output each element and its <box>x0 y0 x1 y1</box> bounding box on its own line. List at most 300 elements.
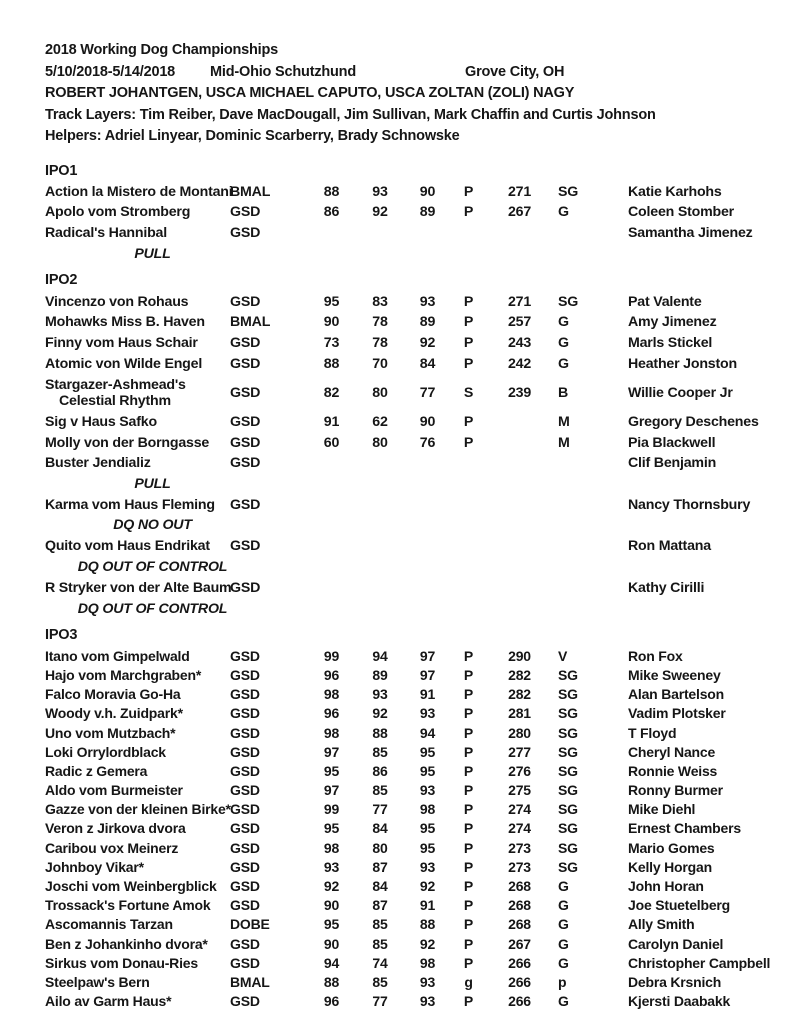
rating: G <box>558 355 569 372</box>
score-obedience: 77 <box>372 801 388 818</box>
score-protection: 77 <box>419 384 436 401</box>
rating: G <box>558 935 569 952</box>
breed: GSD <box>230 580 261 597</box>
score-tracking: 96 <box>323 705 340 722</box>
handler-name: Joe Stuetelberg <box>628 897 731 914</box>
breed: GSD <box>230 820 260 837</box>
score-tracking: 99 <box>323 647 340 664</box>
breed: GSD <box>230 647 260 664</box>
handler-name: Samantha Jimenez <box>628 225 753 242</box>
total-score: 271 <box>507 293 532 310</box>
score-tracking: 90 <box>323 935 340 952</box>
handler-name: John Horan <box>628 878 704 895</box>
score-protection: 89 <box>419 204 436 221</box>
score-protection: 97 <box>419 647 436 664</box>
total-score: 290 <box>508 647 531 664</box>
handler-name: Alan Bartelson <box>628 686 724 703</box>
score-protection: 92 <box>419 878 436 895</box>
table-row <box>45 723 791 742</box>
total-score: 274 <box>508 801 531 818</box>
rating: SG <box>558 762 578 779</box>
score-obedience: 84 <box>372 878 388 895</box>
dog-name: Mohawks Miss B. Haven <box>45 314 205 331</box>
rating: p <box>558 973 567 990</box>
dog-name: Joschi vom Weinbergblick <box>45 878 217 895</box>
breed: GSD <box>230 993 260 1010</box>
pronounced-flag: P <box>463 647 474 664</box>
total-score: 266 <box>508 993 531 1010</box>
dog-name: Ailo av Garm Haus* <box>45 993 172 1010</box>
breed: GSD <box>230 434 261 451</box>
score-tracking: 98 <box>323 686 340 703</box>
handler-name: Ernest Chambers <box>628 820 741 837</box>
pronounced-flag: P <box>463 916 474 933</box>
score-obedience: 85 <box>372 973 388 990</box>
breed: GSD <box>230 878 260 895</box>
score-obedience: 92 <box>372 204 388 221</box>
rating: G <box>558 993 569 1010</box>
breed: GSD <box>230 935 260 952</box>
score-obedience: 88 <box>372 724 388 741</box>
table-row <box>45 742 791 761</box>
dog-name: Johnboy Vikar* <box>45 858 144 875</box>
section-title: IPO2 <box>45 272 78 289</box>
breed: GSD <box>230 293 261 310</box>
status-note: PULL <box>134 245 171 262</box>
table-row <box>45 761 791 780</box>
rating: SG <box>558 839 578 856</box>
score-tracking: 91 <box>323 413 340 430</box>
results-section <box>45 270 791 619</box>
pronounced-flag: P <box>463 935 474 952</box>
rating: G <box>558 314 569 331</box>
total-score: 266 <box>508 954 531 971</box>
total-score: 280 <box>508 724 531 741</box>
table-row <box>45 536 791 557</box>
dog-name: Buster Jendializ <box>45 455 151 472</box>
score-tracking: 98 <box>323 839 340 856</box>
dog-name: Falco Moravia Go-Ha <box>45 686 181 703</box>
table-row <box>45 876 791 895</box>
track-layers-line: Track Layers: Tim Reiber, Dave MacDougall, Jim Sullivan, Mark Chaffin and Curtis Johnson <box>45 106 656 123</box>
pronounced-flag: P <box>463 705 474 722</box>
table-row <box>45 819 791 838</box>
table-row <box>45 972 791 991</box>
total-score: 268 <box>508 878 531 895</box>
pronounced-flag: P <box>463 743 474 760</box>
score-protection: 90 <box>419 413 436 430</box>
total-score: 267 <box>508 935 531 952</box>
breed: GSD <box>230 355 261 372</box>
breed: DOBE <box>230 916 270 933</box>
dog-name: Stargazer-Ashmead's Celestial Rhythm <box>45 377 230 410</box>
total-score: 282 <box>508 686 531 703</box>
score-obedience: 83 <box>372 293 388 310</box>
table-row <box>45 578 791 599</box>
total-score: 277 <box>508 743 531 760</box>
rating: G <box>558 916 569 933</box>
event-meta-line <box>45 62 791 84</box>
section-title: IPO3 <box>45 627 78 644</box>
dog-name: Loki Orrylordblack <box>45 743 166 760</box>
score-obedience: 93 <box>372 183 388 200</box>
score-protection: 91 <box>419 897 436 914</box>
breed: GSD <box>230 782 260 799</box>
dog-name: Action la Mistero de Montani <box>45 183 233 200</box>
total-score: 273 <box>508 839 531 856</box>
score-protection: 93 <box>419 293 436 310</box>
handler-name: Mario Gomes <box>628 839 715 856</box>
score-tracking: 96 <box>323 993 340 1010</box>
rating: SG <box>558 705 578 722</box>
table-row <box>45 915 791 934</box>
score-protection: 93 <box>419 705 436 722</box>
section-rows <box>45 181 791 264</box>
score-obedience: 85 <box>372 743 388 760</box>
breed: BMAL <box>230 973 270 990</box>
section-rows <box>45 291 791 619</box>
table-row <box>45 800 791 819</box>
pronounced-flag: P <box>463 686 474 703</box>
rating: SG <box>558 743 578 760</box>
score-obedience: 93 <box>372 686 388 703</box>
table-row <box>45 992 791 1011</box>
breed: BMAL <box>230 183 271 200</box>
score-protection: 90 <box>419 183 436 200</box>
breed: GSD <box>230 954 260 971</box>
score-tracking: 90 <box>323 897 340 914</box>
pronounced-flag: P <box>463 335 474 352</box>
score-tracking: 95 <box>323 916 340 933</box>
results-section <box>45 161 791 265</box>
rating: SG <box>558 724 578 741</box>
table-row <box>45 934 791 953</box>
table-row <box>45 354 791 375</box>
rating: G <box>558 878 569 895</box>
handler-name: Ronny Burmer <box>628 782 723 799</box>
pronounced-flag: P <box>463 355 474 372</box>
handler-name: Kjersti Daabakk <box>628 993 731 1010</box>
breed: GSD <box>230 384 261 401</box>
breed: GSD <box>230 801 260 818</box>
table-row <box>45 953 791 972</box>
pronounced-flag: P <box>463 897 474 914</box>
pronounced-flag: P <box>463 724 474 741</box>
breed: GSD <box>230 413 261 430</box>
dog-name: Vincenzo von Rohaus <box>45 293 189 310</box>
status-note: PULL <box>134 475 171 492</box>
handler-name: Kelly Horgan <box>628 858 712 875</box>
rating: G <box>558 897 569 914</box>
pronounced-flag: P <box>463 293 474 310</box>
score-obedience: 78 <box>372 314 388 331</box>
handler-name: Gregory Deschenes <box>628 413 759 430</box>
handler-name: Ron Fox <box>628 647 683 664</box>
score-protection: 93 <box>419 993 436 1010</box>
breed: BMAL <box>230 314 271 331</box>
breed: GSD <box>230 666 260 683</box>
table-row <box>45 704 791 723</box>
pronounced-flag: P <box>463 878 474 895</box>
table-row <box>45 223 791 244</box>
breed: GSD <box>230 839 260 856</box>
pronounced-flag: P <box>463 434 474 451</box>
table-row <box>45 453 791 474</box>
rating: SG <box>558 293 579 310</box>
event-location: Grove City, OH <box>465 63 565 80</box>
score-tracking: 95 <box>323 293 340 310</box>
pronounced-flag: P <box>463 839 474 856</box>
pronounced-flag: g <box>464 973 473 990</box>
dog-name: Apolo vom Stromberg <box>45 204 191 221</box>
dog-name: Hajo vom Marchgraben* <box>45 666 202 683</box>
table-row <box>45 646 791 665</box>
total-score: 275 <box>508 782 531 799</box>
club-name: Mid-Ohio Schutzhund <box>210 63 357 80</box>
score-protection: 95 <box>419 762 436 779</box>
total-score: 276 <box>508 762 531 779</box>
total-score: 273 <box>508 858 531 875</box>
score-obedience: 94 <box>372 647 388 664</box>
score-protection: 89 <box>419 314 436 331</box>
score-obedience: 80 <box>372 839 388 856</box>
pronounced-flag: P <box>463 666 474 683</box>
handler-name: Katie Karhohs <box>628 183 722 200</box>
rating: SG <box>558 801 578 818</box>
table-row <box>45 685 791 704</box>
results-sections <box>45 161 791 1011</box>
dog-name: Woody v.h. Zuidpark* <box>45 705 183 722</box>
score-tracking: 86 <box>323 204 340 221</box>
dog-name: Uno vom Mutzbach* <box>45 724 176 741</box>
score-tracking: 92 <box>323 878 340 895</box>
score-tracking: 98 <box>323 724 340 741</box>
dog-name: Aldo vom Burmeister <box>45 782 183 799</box>
breed: GSD <box>230 496 261 513</box>
handler-name: Ronnie Weiss <box>628 762 718 779</box>
rating: V <box>558 647 568 664</box>
dog-name: Finny vom Haus Schair <box>45 335 198 352</box>
score-obedience: 86 <box>372 762 388 779</box>
table-row <box>45 202 791 223</box>
status-note: DQ NO OUT <box>113 517 192 534</box>
score-tracking: 95 <box>323 762 340 779</box>
table-row <box>45 665 791 684</box>
dog-name: Radic z Gemera <box>45 762 148 779</box>
table-row <box>45 896 791 915</box>
rating: SG <box>558 686 578 703</box>
breed: GSD <box>230 858 260 875</box>
handler-name: Vadim Plotsker <box>628 705 726 722</box>
dog-name-line2: Celestial Rhythm <box>59 392 171 409</box>
score-obedience: 74 <box>372 954 388 971</box>
score-protection: 93 <box>419 973 436 990</box>
breed: GSD <box>230 455 261 472</box>
score-protection: 93 <box>419 858 436 875</box>
score-protection: 98 <box>419 801 436 818</box>
score-obedience: 85 <box>372 916 388 933</box>
handler-name: Willie Cooper Jr <box>628 384 733 401</box>
score-tracking: 82 <box>323 384 340 401</box>
score-protection: 92 <box>419 335 436 352</box>
breed: GSD <box>230 204 261 221</box>
breed: GSD <box>230 897 260 914</box>
total-score: 243 <box>507 335 532 352</box>
score-obedience: 85 <box>372 935 388 952</box>
pronounced-flag: P <box>463 954 474 971</box>
table-row <box>45 838 791 857</box>
results-section <box>45 625 791 1010</box>
score-protection: 92 <box>419 935 436 952</box>
dog-name: Caribou vox Meinerz <box>45 839 179 856</box>
judges-line: ROBERT JOHANTGEN, USCA MICHAEL CAPUTO, USCA ZOLTAN (ZOLI) NAGY <box>45 85 575 101</box>
dog-name: Gazze von der kleinen Birke* <box>45 801 231 818</box>
rating: SG <box>558 858 578 875</box>
score-tracking: 97 <box>323 782 340 799</box>
handler-name: Carolyn Daniel <box>628 935 724 952</box>
score-tracking: 88 <box>323 355 340 372</box>
total-score: 268 <box>508 916 531 933</box>
total-score: 282 <box>508 666 531 683</box>
handler-name: Mike Diehl <box>628 801 696 818</box>
rating: B <box>558 384 569 401</box>
handler-name: Ally Smith <box>628 916 695 933</box>
rating: M <box>558 434 570 451</box>
table-row <box>45 495 791 516</box>
score-tracking: 88 <box>323 183 340 200</box>
score-protection: 94 <box>419 724 436 741</box>
handler-name: Marls Stickel <box>628 335 713 352</box>
status-note: DQ OUT OF CONTROL <box>77 600 228 617</box>
total-score: 239 <box>507 384 532 401</box>
pronounced-flag: P <box>463 993 474 1010</box>
pronounced-flag: P <box>463 204 474 221</box>
rating: SG <box>558 666 578 683</box>
rating: G <box>558 204 569 221</box>
score-protection: 97 <box>419 666 436 683</box>
score-protection: 95 <box>419 743 436 760</box>
rating: M <box>558 413 570 430</box>
handler-name: Pia Blackwell <box>628 434 716 451</box>
handler-name: Coleen Stomber <box>628 204 734 221</box>
table-row <box>45 432 791 453</box>
pronounced-flag: P <box>463 183 474 200</box>
score-tracking: 97 <box>323 743 340 760</box>
handler-name: Ron Mattana <box>628 538 711 555</box>
handler-name: Kathy Cirilli <box>628 580 705 597</box>
score-tracking: 95 <box>323 820 340 837</box>
dog-name: R Stryker von der Alte Baum <box>45 580 232 597</box>
breed: GSD <box>230 225 261 242</box>
page-title: 2018 Working Dog Championships <box>45 42 279 58</box>
total-score: 274 <box>508 820 531 837</box>
dog-name: Veron z Jirkova dvora <box>45 820 186 837</box>
rating: G <box>558 954 569 971</box>
breed: GSD <box>230 743 260 760</box>
handler-name: Cheryl Nance <box>628 743 716 760</box>
score-obedience: 62 <box>372 413 388 430</box>
score-obedience: 70 <box>372 355 388 372</box>
breed: GSD <box>230 335 261 352</box>
handler-name: Debra Krsnich <box>628 973 722 990</box>
table-row <box>45 857 791 876</box>
dog-name: Sig v Haus Safko <box>45 413 157 430</box>
dog-name: Sirkus vom Donau-Ries <box>45 954 198 971</box>
handler-name: Mike Sweeney <box>628 666 721 683</box>
score-obedience: 87 <box>372 897 388 914</box>
pronounced-flag: P <box>463 314 474 331</box>
breed: GSD <box>230 686 260 703</box>
score-protection: 91 <box>419 686 436 703</box>
score-tracking: 88 <box>323 973 340 990</box>
score-tracking: 73 <box>323 335 340 352</box>
score-obedience: 77 <box>372 993 388 1010</box>
pronounced-flag: P <box>463 801 474 818</box>
score-tracking: 90 <box>323 314 340 331</box>
score-protection: 84 <box>419 355 436 372</box>
handler-name: Heather Jonston <box>628 355 737 372</box>
total-score: 271 <box>507 183 532 200</box>
score-tracking: 94 <box>323 954 340 971</box>
breed: GSD <box>230 724 260 741</box>
score-obedience: 80 <box>372 434 388 451</box>
score-protection: 95 <box>419 820 436 837</box>
rating: SG <box>558 782 578 799</box>
pronounced-flag: S <box>463 384 474 401</box>
score-protection: 93 <box>419 782 436 799</box>
dog-name: Steelpaw's Bern <box>45 973 150 990</box>
total-score: 268 <box>508 897 531 914</box>
dog-name: Itano vom Gimpelwald <box>45 647 190 664</box>
dog-name: Quito vom Haus Endrikat <box>45 538 210 555</box>
score-obedience: 92 <box>372 705 388 722</box>
handler-name: Nancy Thornsbury <box>628 496 751 513</box>
dog-name: Ascomannis Tarzan <box>45 916 173 933</box>
total-score: 281 <box>508 705 531 722</box>
breed: GSD <box>230 762 260 779</box>
table-row <box>45 291 791 312</box>
score-protection: 95 <box>419 839 436 856</box>
rating: G <box>558 335 569 352</box>
score-protection: 98 <box>419 954 436 971</box>
section-title: IPO1 <box>45 162 78 179</box>
score-obedience: 85 <box>372 782 388 799</box>
date-range: 5/10/2018-5/14/2018 <box>45 63 176 80</box>
pronounced-flag: P <box>463 782 474 799</box>
score-obedience: 84 <box>372 820 388 837</box>
section-rows <box>45 646 791 1011</box>
table-row <box>45 181 791 202</box>
handler-name: Christopher Campbell <box>628 954 771 971</box>
dog-name: Atomic von Wilde Engel <box>45 355 203 372</box>
total-score: 242 <box>507 355 532 372</box>
status-note: DQ OUT OF CONTROL <box>77 559 228 576</box>
score-tracking: 93 <box>323 858 340 875</box>
score-obedience: 89 <box>372 666 388 683</box>
rating: SG <box>558 820 578 837</box>
total-score: 266 <box>508 973 531 990</box>
dog-name: Trossack's Fortune Amok <box>45 897 211 914</box>
dog-name: Molly von der Borngasse <box>45 434 210 451</box>
total-score: 267 <box>507 204 532 221</box>
document-header <box>45 40 791 148</box>
pronounced-flag: P <box>463 413 474 430</box>
score-obedience: 80 <box>372 384 388 401</box>
handler-name: Pat Valente <box>628 293 702 310</box>
score-obedience: 78 <box>372 335 388 352</box>
total-score: 257 <box>507 314 532 331</box>
pronounced-flag: P <box>463 820 474 837</box>
